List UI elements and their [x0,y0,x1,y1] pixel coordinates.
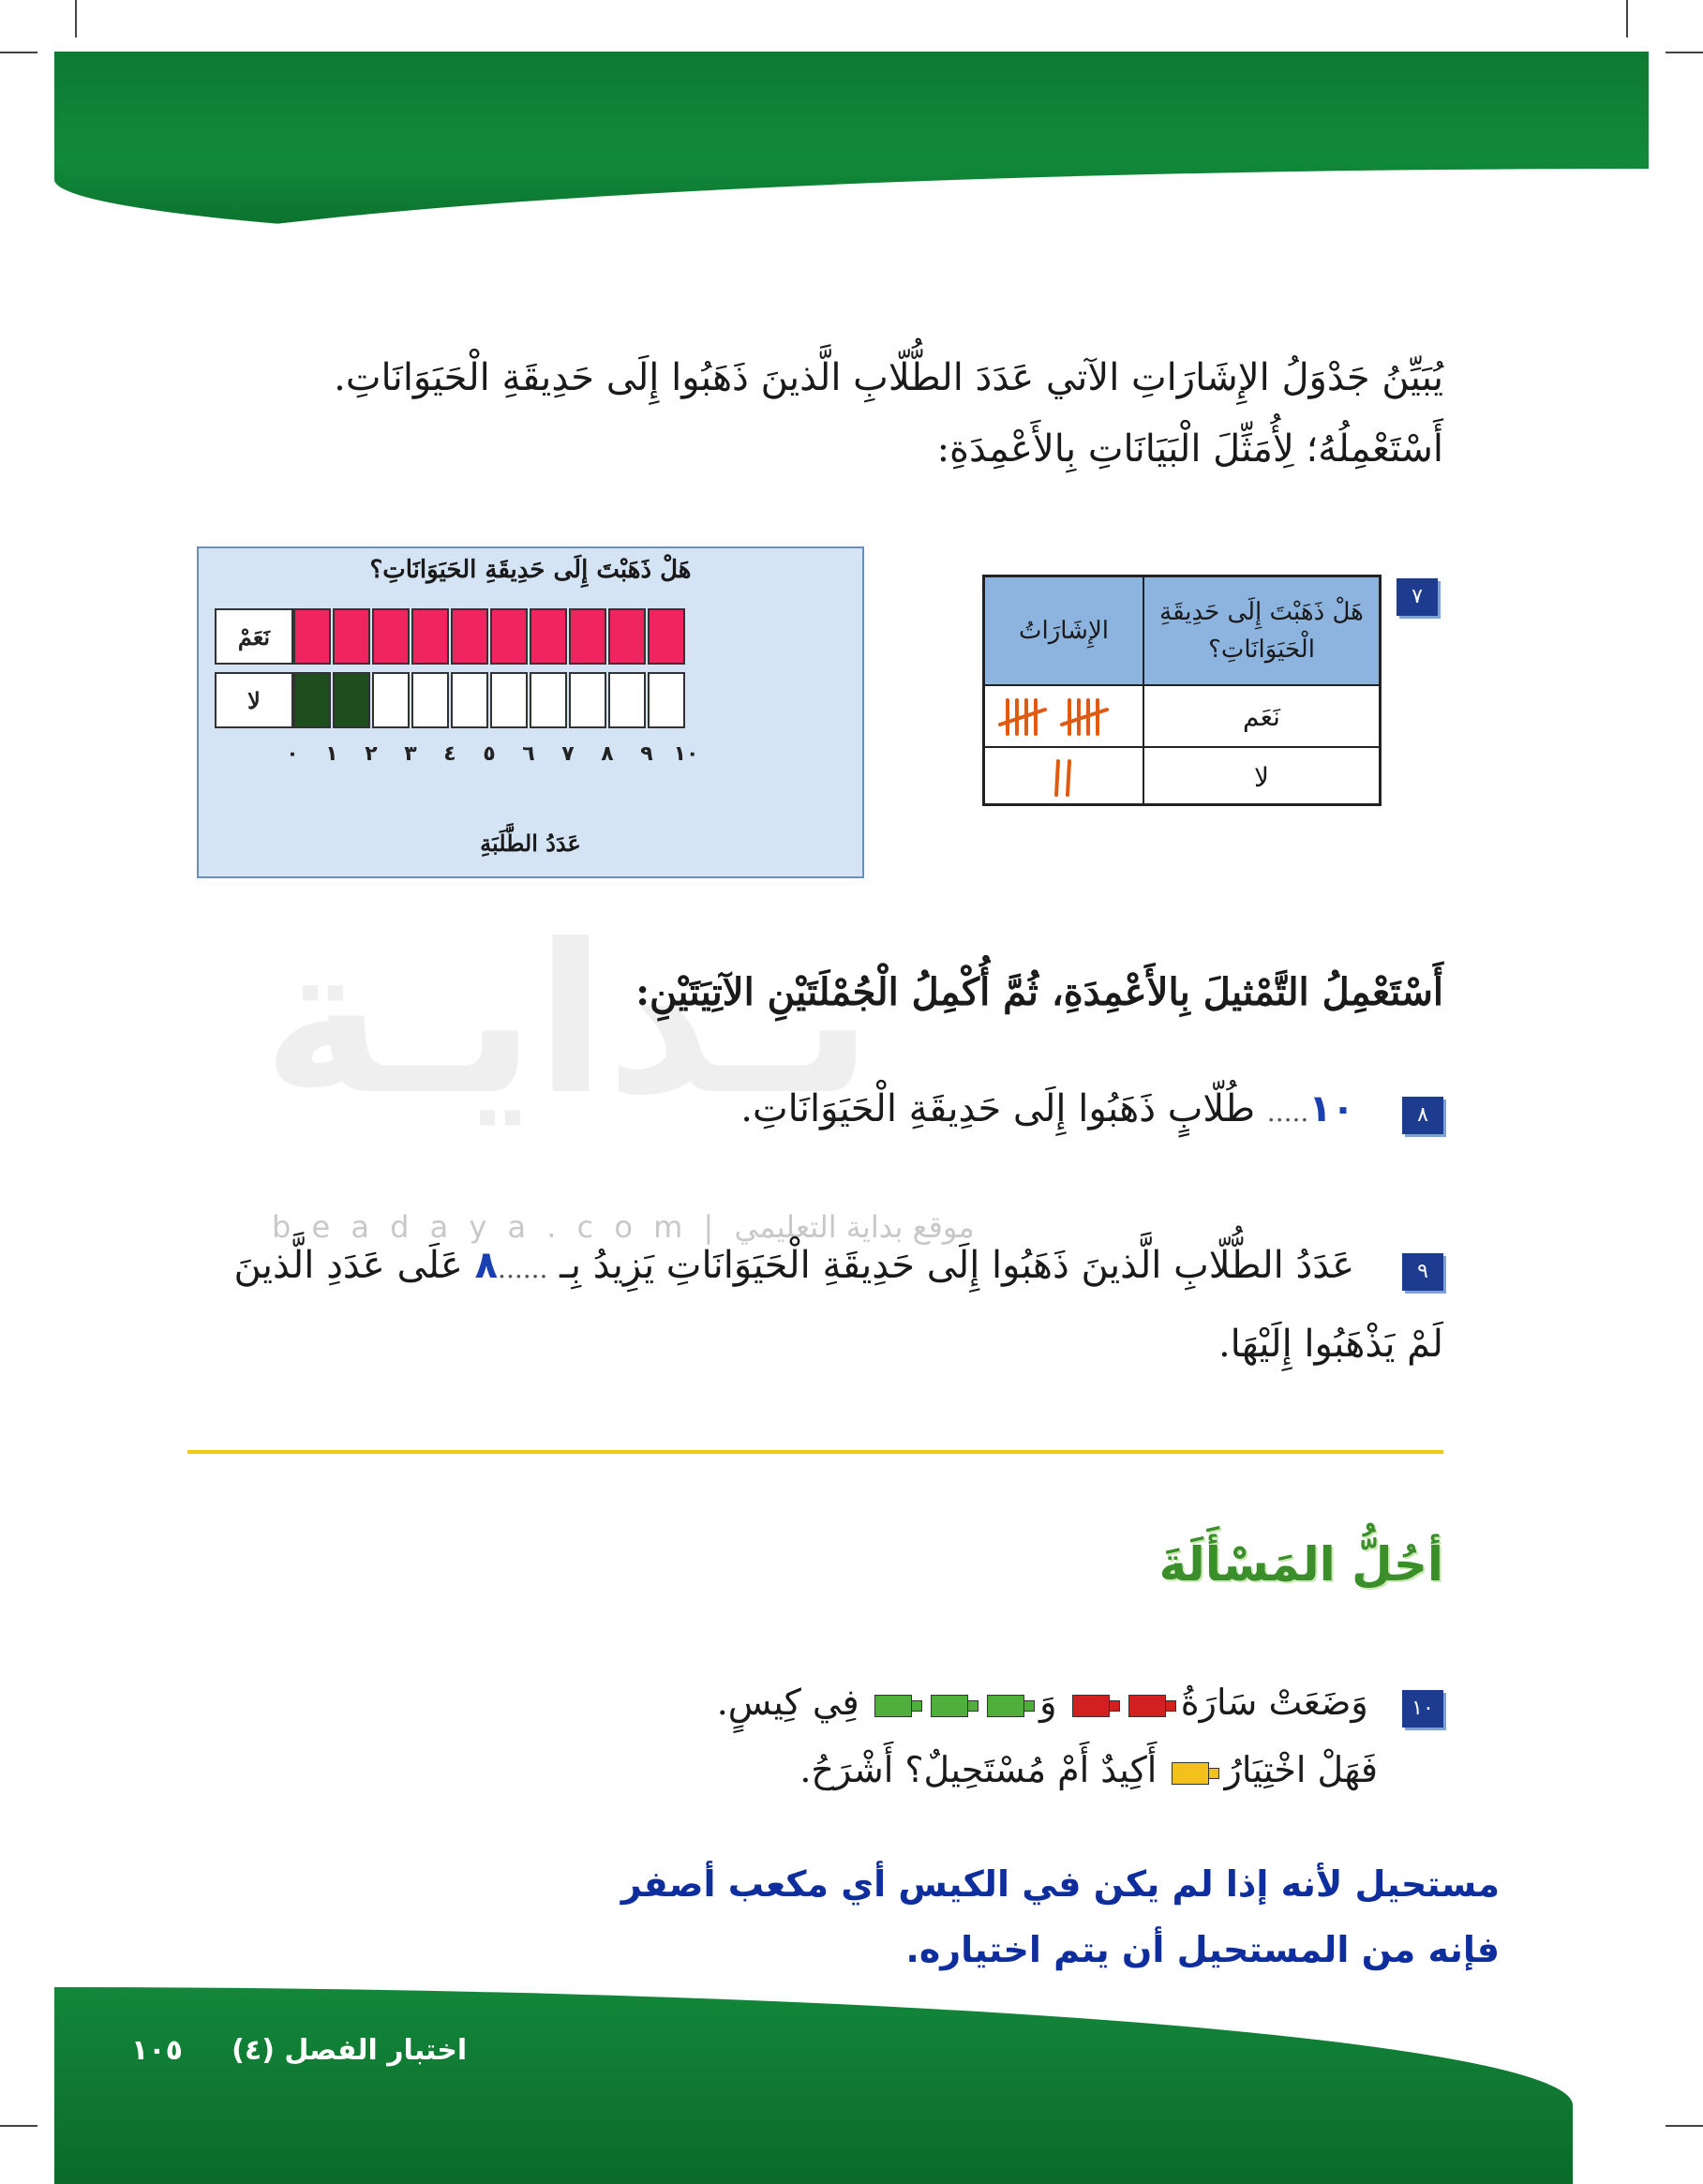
question-text: عَلَى عَدَدِ الَّذينَ لَمْ يَذْهَبُوا إِلَيْهَا. [233,1244,1443,1366]
question-header-cell: هَلْ ذَهَبْتَ إِلَى حَدِيقَةِ الْحَيَوَانَاتِ؟ [1159,598,1364,664]
tally-marks-icon [998,693,1129,740]
footer-band [54,1987,1573,2184]
crop-mark [75,0,77,37]
green-cube-icon [874,1695,912,1717]
x-tick-label: ٢ [365,742,378,766]
bar-cell-empty [649,673,684,727]
question-number: ٩ [1402,1253,1443,1291]
x-tick-label: ٨ [601,742,614,766]
question-10 [656,1668,1443,1803]
bar-cell-empty [452,673,487,727]
bar-cell-empty [373,673,409,727]
chapter-test-label: اختبار الفصل (٤) [232,2034,468,2067]
answer-text: مستحيل لأنه إذا لم يكن في الكيس أي مكعب أصفر فإنه من المستحيل أن يتم اختياره. [620,1863,1500,1970]
tally-marks-icon [1036,754,1092,800]
bar-cell-filled [609,609,645,664]
x-tick-label: ١٠ [673,742,699,766]
crop-mark [1666,2125,1703,2127]
crop-mark [0,2125,37,2127]
red-cube-icon [1128,1695,1166,1717]
answer-value: ٨ [474,1244,499,1287]
category-label: نَعَمْ [237,623,271,651]
bar-cell-filled [334,673,369,727]
bar-cell-empty [530,673,566,727]
bar-cell-empty [570,673,605,727]
row-label: نَعَم [1243,700,1280,732]
bar-cell-filled [649,609,684,664]
question-number: ٧ [1397,578,1438,616]
blank-dots: ..... [1266,1097,1309,1128]
crop-mark [1626,0,1628,37]
section-title: أحُلُّ المَسْأَلَةَ [1158,1537,1443,1592]
bar-cell-empty [609,673,645,727]
question-text: فِي كِيسٍ. [716,1682,859,1723]
chart-title: هَلْ ذَهَبْتَ إِلَى حَدِيقَةِ الحَيَوَانَاتِ؟ [369,556,692,584]
question-text: عَدَدُ الطُّلّابِ الَّذينَ ذَهَبُوا إِلَى حَدِيقَةِ الْحَيَوَانَاتِ يَزِيدُ بِـ [560,1244,1355,1287]
green-cube-icon [987,1695,1024,1717]
bar-cell-filled [570,609,605,664]
question-text: وَ [1039,1682,1057,1723]
question-line [656,1668,1443,1736]
crop-mark [1666,52,1703,53]
tally-table [982,575,1382,806]
page-number: ١٠٥ [131,2034,183,2067]
tally-header-cell: الإِشَارَاتُ [985,577,1144,684]
category-label: لا [247,687,261,714]
question-9 [187,1228,1443,1382]
chart-plot [199,548,862,876]
bar-cell-filled [412,609,448,664]
x-tick-label: ٠ [286,742,299,766]
bar-cell-filled [294,673,330,727]
bar-cell-filled [334,609,369,664]
chart-xlabel: عَدَدُ الطَّلَبَةِ [480,830,581,857]
question-text: فَهَلْ اخْتِيَارُ [1224,1749,1378,1790]
bar-cell-empty [491,673,527,727]
yellow-cube-icon [1172,1762,1209,1785]
watermark-url: b e a d a y a . c o m | موقع بداية التعليمي [272,1209,975,1245]
x-tick-label: ٩ [640,742,653,766]
blank-dots: ...... [498,1253,548,1284]
bar-cell-filled [530,609,566,664]
question-number: ١٠ [1402,1690,1443,1728]
intro-text: يُبَيِّنُ جَدْوَلُ الإِشَارَاتِ الآتي عَدَدَ الطُّلّابِ الَّذينَ ذَهَبُوا إِلَى حَدِيقَةِ الْحَيَوَانَاتِ. أَسْتَعْمِلُهُ؛ لِأُمَثِّلَ الْبَيَانَاتِ بِالأَعْمِدَةِ: [334,356,1443,471]
x-tick-label: ١ [325,742,338,766]
x-tick-label: ٧ [561,742,575,766]
question-7-number-box [1397,578,1438,616]
question-text: أَكِيدٌ أَمْ مُسْتَحِيلٌ؟ أَشْرَحُ. [799,1749,1158,1790]
x-tick-label: ٣ [404,742,417,766]
question-text: طُلّابٍ ذَهَبُوا إِلَى حَدِيقَةِ الْحَيَوَانَاتِ. [740,1087,1256,1130]
question-8 [562,1087,1443,1134]
tally-cell [985,686,1144,746]
bar-cell-empty [412,673,448,727]
bar-cell-filled [491,609,527,664]
watermark-logo: بـدايـة [262,900,874,1140]
bar-cell-filled [452,609,487,664]
table-row [985,686,1379,748]
table-row [985,748,1379,806]
x-tick-label: ٤ [443,742,456,766]
x-tick-label: ٥ [483,742,496,766]
x-tick-label: ٦ [522,742,535,766]
tally-cell [985,748,1144,806]
section-divider [187,1450,1443,1454]
question-text: وَضَعَتْ سَارَةُ [1180,1682,1368,1723]
crop-mark [0,52,37,53]
red-cube-icon [1072,1695,1110,1717]
bar-cell-filled [373,609,409,664]
tally-table-header [985,577,1379,686]
bar-chart [197,546,864,878]
question-line [656,1736,1443,1803]
bar-cell-filled [294,609,330,664]
green-cube-icon [931,1695,968,1717]
footer-label [131,2034,467,2067]
question-number: ٨ [1402,1097,1443,1134]
answer-value: ١٠ [1308,1087,1355,1130]
instruction-text: أَسْتَعْمِلُ التَّمْثيلَ بِالأَعْمِدَةِ، ثُمَّ أُكْمِلُ الْجُمْلَتَيْنِ الآتِيَتَيْنِ: [635,970,1443,1014]
row-label: لا [1254,761,1269,793]
